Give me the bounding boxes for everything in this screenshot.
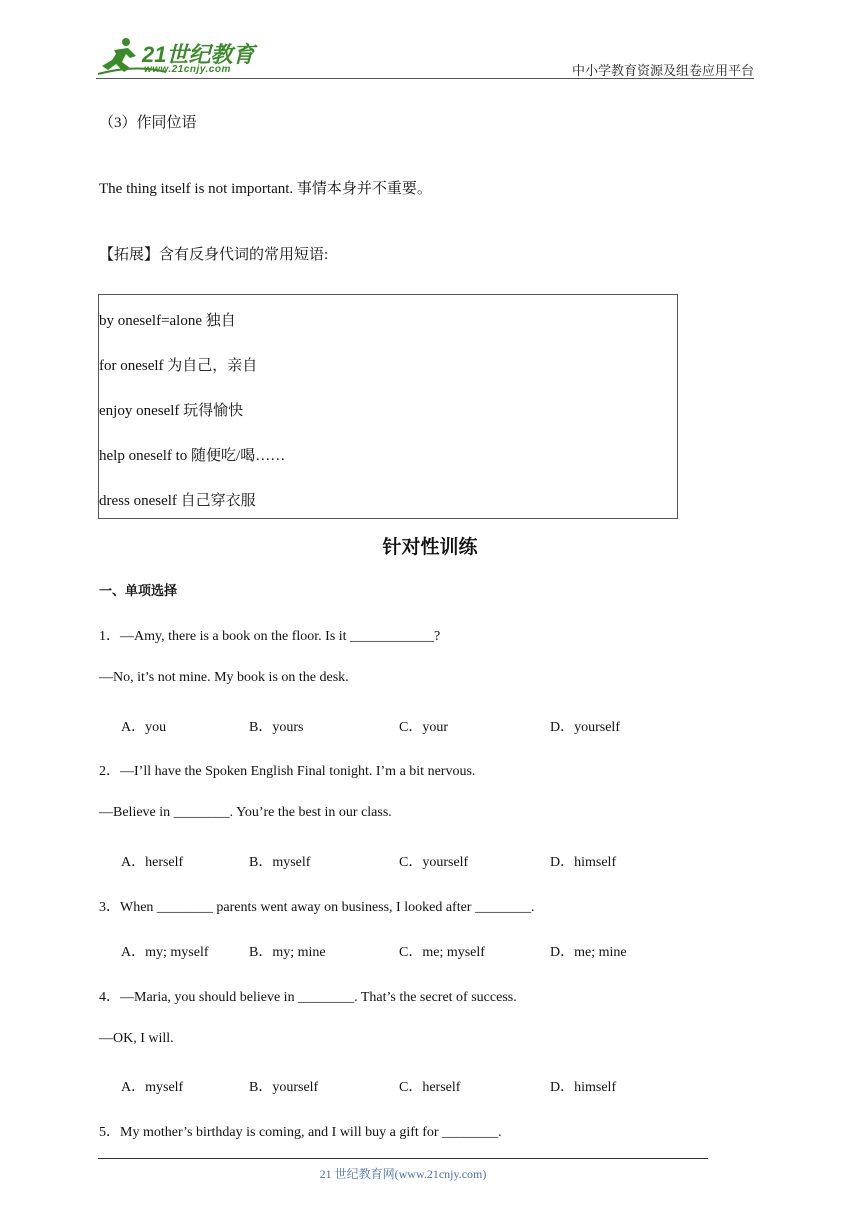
question-4-stem: 4．—Maria, you should believe in ________. That’s the secret of success. xyxy=(99,990,517,1005)
question-1-option-d: D．yourself xyxy=(550,720,620,735)
question-3-option-a: A．my; myself xyxy=(121,945,209,960)
question-3-stem: 3．When ________ parents went away on business, I looked after ________. xyxy=(99,900,535,915)
phrase-item: for oneself 为自己，亲自 xyxy=(99,358,258,374)
question-2-option-b: B．myself xyxy=(249,855,311,870)
question-2-reply: —Believe in ________. You’re the best in our class. xyxy=(99,805,392,820)
question-2-stem: 2．—I’ll have the Spoken English Final tonight. I’m a bit nervous. xyxy=(99,764,476,779)
part-title: 一、单项选择 xyxy=(99,584,178,599)
logo-text: 21世纪教育 xyxy=(142,42,255,67)
question-2-option-a: A．herself xyxy=(121,855,184,870)
footer-text: 21 世纪教育网(www.21cnjy.com) xyxy=(319,1167,487,1181)
question-4-option-c: C．herself xyxy=(399,1080,461,1095)
question-4-option-b: B．yourself xyxy=(249,1080,319,1095)
phrase-box xyxy=(98,294,678,519)
header-divider xyxy=(96,78,754,79)
section-title: 针对性训练 xyxy=(382,536,478,558)
phrase-item: help oneself to 随便吃/喝…… xyxy=(99,448,286,464)
question-4-reply: —OK, I will. xyxy=(99,1031,174,1046)
question-5-stem: 5．My mother’s birthday is coming, and I will buy a gift for ________. xyxy=(99,1125,502,1140)
question-1-option-c: C．your xyxy=(399,720,448,735)
phrase-item: enjoy oneself 玩得愉快 xyxy=(99,403,244,419)
example-sentence: The thing itself is not important. 事情本身并不重要。 xyxy=(99,181,432,197)
question-1-reply: —No, it’s not mine. My book is on the desk. xyxy=(99,670,349,685)
question-1-option-b: B．yours xyxy=(249,720,304,735)
question-3-option-d: D．me; mine xyxy=(550,945,627,960)
footer-divider xyxy=(98,1158,708,1159)
extension-heading: 【拓展】含有反身代词的常用短语: xyxy=(99,247,329,263)
logo-url: www.21cnjy.com xyxy=(144,64,231,75)
question-1-option-a: A．you xyxy=(121,720,167,735)
question-2-option-c: C．yourself xyxy=(399,855,469,870)
question-4-option-d: D．himself xyxy=(550,1080,617,1095)
question-3-option-b: B．my; mine xyxy=(249,945,326,960)
question-1-stem: 1．—Amy, there is a book on the floor. Is it ____________? xyxy=(99,629,441,644)
question-3-option-c: C．me; myself xyxy=(399,945,485,960)
phrase-item: dress oneself 自己穿衣服 xyxy=(99,493,256,509)
phrase-item: by oneself=alone 独自 xyxy=(99,313,236,329)
grammar-point-3: （3）作同位语 xyxy=(99,115,197,131)
question-2-option-d: D．himself xyxy=(550,855,617,870)
question-4-option-a: A．myself xyxy=(121,1080,184,1095)
header-platform-name: 中小学教育资源及组卷应用平台 xyxy=(572,63,755,78)
